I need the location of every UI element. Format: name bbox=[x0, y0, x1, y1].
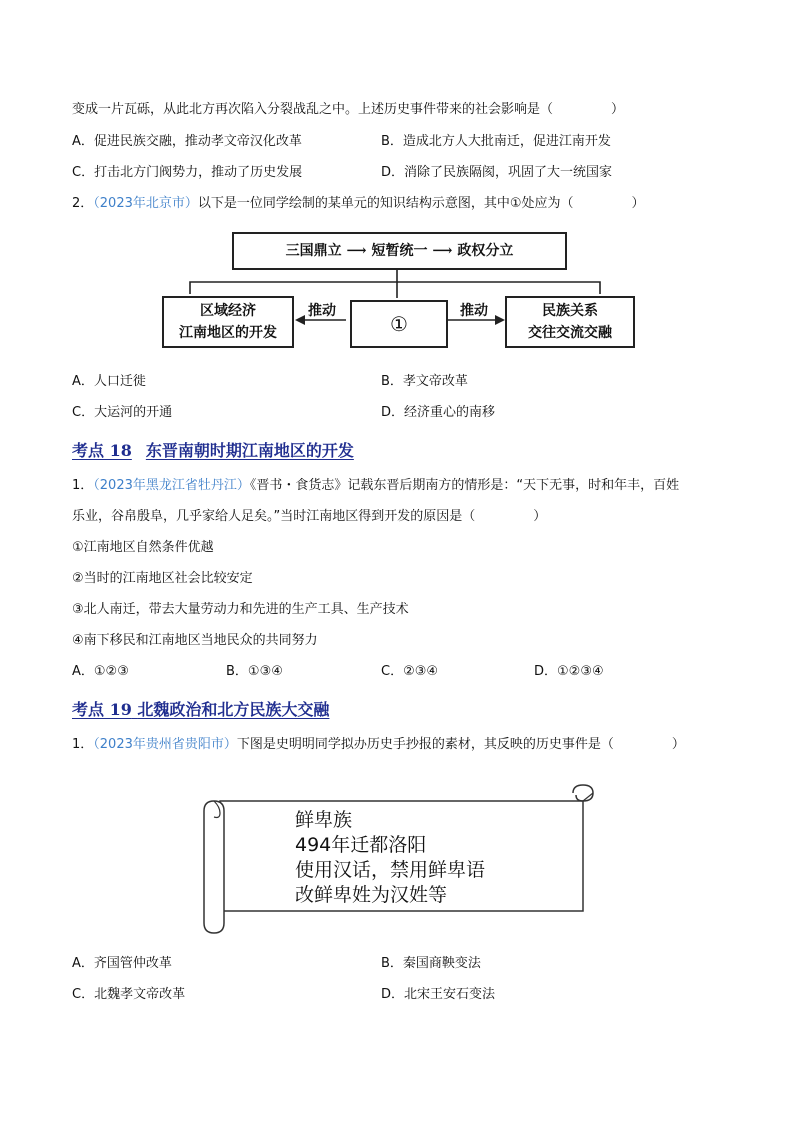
section-heading-19: 考点 19 北魏政治和北方民族大交融 bbox=[72, 700, 330, 719]
option-d: D．北宋王安石变法 bbox=[381, 987, 496, 1002]
statement-3: ③北人南迁，带去大量劳动力和先进的生产工具、生产技术 bbox=[72, 602, 409, 617]
statement-1: ①江南地区自然条件优越 bbox=[72, 540, 214, 555]
question-source: （2023年北京市） bbox=[93, 196, 198, 211]
question-19-1-stem: 1．（2023年贵州省贵阳市）下图是史明明同学拟办历史手抄报的素材，其反映的历史事件是（ ） bbox=[72, 737, 685, 752]
option-d: D．①②③④ bbox=[534, 664, 604, 679]
option-c: C．北魏孝文帝改革 bbox=[72, 987, 186, 1002]
scroll-text: 鲜卑族 494年迁都洛阳 使用汉话，禁用鲜卑语 改鲜卑姓为汉姓等 bbox=[295, 809, 486, 906]
question-2-stem: 2．（2023年北京市）以下是一位同学绘制的某单元的知识结构示意图，其中①处应为（ ） bbox=[72, 196, 645, 211]
right-box: 民族关系 交往交流交融 bbox=[505, 296, 635, 348]
option-b: B．秦国商鞅变法 bbox=[381, 956, 481, 971]
left-box: 区域经济 江南地区的开发 bbox=[162, 296, 294, 348]
option-b: B．①③④ bbox=[226, 664, 283, 679]
question-source: （2023年黑龙江省牡丹江） bbox=[93, 478, 250, 493]
option-d: D．消除了民族隔阂，巩固了大一统国家 bbox=[381, 165, 613, 180]
option-c: C．②③④ bbox=[381, 664, 439, 679]
option-b: B．孝文帝改革 bbox=[381, 374, 468, 389]
section-heading-18: 考点 18 东晋南朝时期江南地区的开发 bbox=[72, 441, 354, 460]
option-d: D．经济重心的南移 bbox=[381, 405, 496, 420]
option-a: A．①②③ bbox=[72, 664, 129, 679]
option-c: C．打击北方门阀势力，推动了历史发展 bbox=[72, 165, 303, 180]
knowledge-structure-diagram bbox=[160, 228, 635, 354]
option-b: B．造成北方人大批南迁，促进江南开发 bbox=[381, 134, 611, 149]
question-18-1-stem: 1．（2023年黑龙江省牡丹江）《晋书・食货志》记载东晋后期南方的情形是：“天下无事，时和年丰，百姓 bbox=[72, 478, 680, 493]
center-box: ① bbox=[350, 300, 448, 348]
option-a: A．促进民族交融，推动孝文帝汉化改革 bbox=[72, 134, 302, 149]
push-label-left: 推动 bbox=[308, 303, 336, 319]
statement-4: ④南下移民和江南地区当地民众的共同努力 bbox=[72, 633, 318, 648]
question-source: （2023年贵州省贵阳市） bbox=[93, 737, 237, 752]
option-a: A．齐国管仲改革 bbox=[72, 956, 172, 971]
statement-2: ②当时的江南地区社会比较安定 bbox=[72, 571, 253, 586]
top-flow-box: 三国鼎立 ⟶ 短暂统一 ⟶ 政权分立 bbox=[232, 232, 567, 270]
push-label-right: 推动 bbox=[460, 303, 488, 319]
question-stem-continued: 变成一片瓦砾，从此北方再次陷入分裂战乱之中。上述历史事件带来的社会影响是（ ） bbox=[72, 102, 625, 117]
option-c: C．大运河的开通 bbox=[72, 405, 173, 420]
question-18-1-stem-line2: 乐业，谷帛殷阜，几乎家给人足矣。”当时江南地区得到开发的原因是（ ） bbox=[72, 509, 547, 524]
option-a: A．人口迁徙 bbox=[72, 374, 146, 389]
